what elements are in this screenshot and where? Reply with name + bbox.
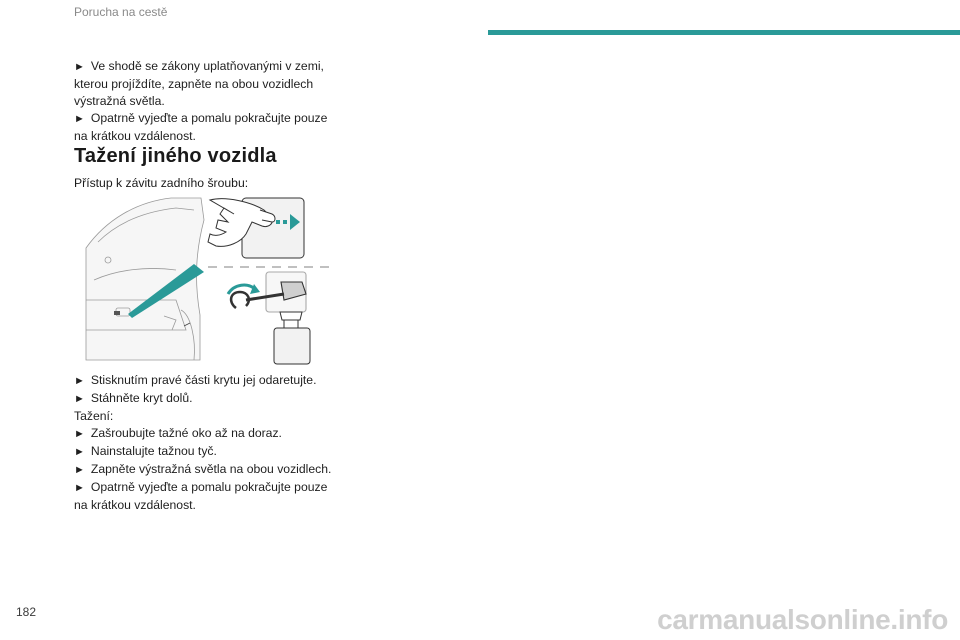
tow-eye-icon — [228, 272, 306, 312]
step-text: Stáhněte kryt dolů. — [90, 391, 193, 405]
step-item — [74, 390, 344, 408]
step-item — [74, 443, 344, 461]
bullet-arrow-icon: ► — [74, 393, 85, 405]
step-text: Zašroubujte tažné oko až na doraz. — [90, 426, 282, 440]
intro-item-text: Ve shodě se zákony uplatňovanými v zemi, kterou projíždíte, zapněte na obou vozidlech výstražná světla. — [74, 59, 324, 108]
bullet-arrow-icon: ► — [74, 482, 85, 494]
bullet-arrow-icon: ► — [74, 113, 85, 125]
bullet-arrow-icon: ► — [74, 375, 85, 387]
step-text: Opatrně vyjeďte a pomalu pokračujte pouze na krátkou vzdálenost. — [74, 480, 328, 512]
step-text: Zapněte výstražná světla na obou vozidlech. — [90, 462, 332, 476]
bullet-arrow-icon: ► — [74, 446, 85, 458]
step-item — [74, 372, 344, 390]
intro-item — [74, 58, 344, 110]
watermark: carmanualsonline.info — [657, 604, 948, 635]
step-item — [74, 479, 344, 514]
step-text: Stisknutím pravé části krytu jej odaretujte. — [90, 373, 317, 387]
intro-item — [74, 110, 344, 145]
step-item — [74, 461, 344, 479]
page-number: 182 — [16, 605, 37, 619]
steps-text — [74, 372, 344, 514]
step-text: Tažení: — [74, 409, 114, 423]
step-item — [74, 425, 344, 443]
screw-icon — [274, 312, 310, 364]
intro-item-text: Opatrně vyjeďte a pomalu pokračujte pouze na krátkou vzdálenost. — [74, 111, 328, 143]
hand-press-icon — [208, 198, 304, 258]
step-subheading — [74, 408, 344, 425]
intro-text — [74, 58, 344, 145]
bullet-arrow-icon: ► — [74, 428, 85, 440]
section-lead: Přístup k závitu zadního šroubu: — [74, 176, 249, 190]
step-text: Nainstalujte tažnou tyč. — [90, 444, 217, 458]
section-header-label: Porucha na cestě — [74, 5, 168, 19]
header-accent-bar — [488, 30, 960, 35]
bullet-arrow-icon: ► — [74, 61, 85, 73]
towing-illustration — [76, 190, 336, 368]
bullet-arrow-icon: ► — [74, 464, 85, 476]
section-title: Tažení jiného vozidla — [74, 145, 277, 167]
